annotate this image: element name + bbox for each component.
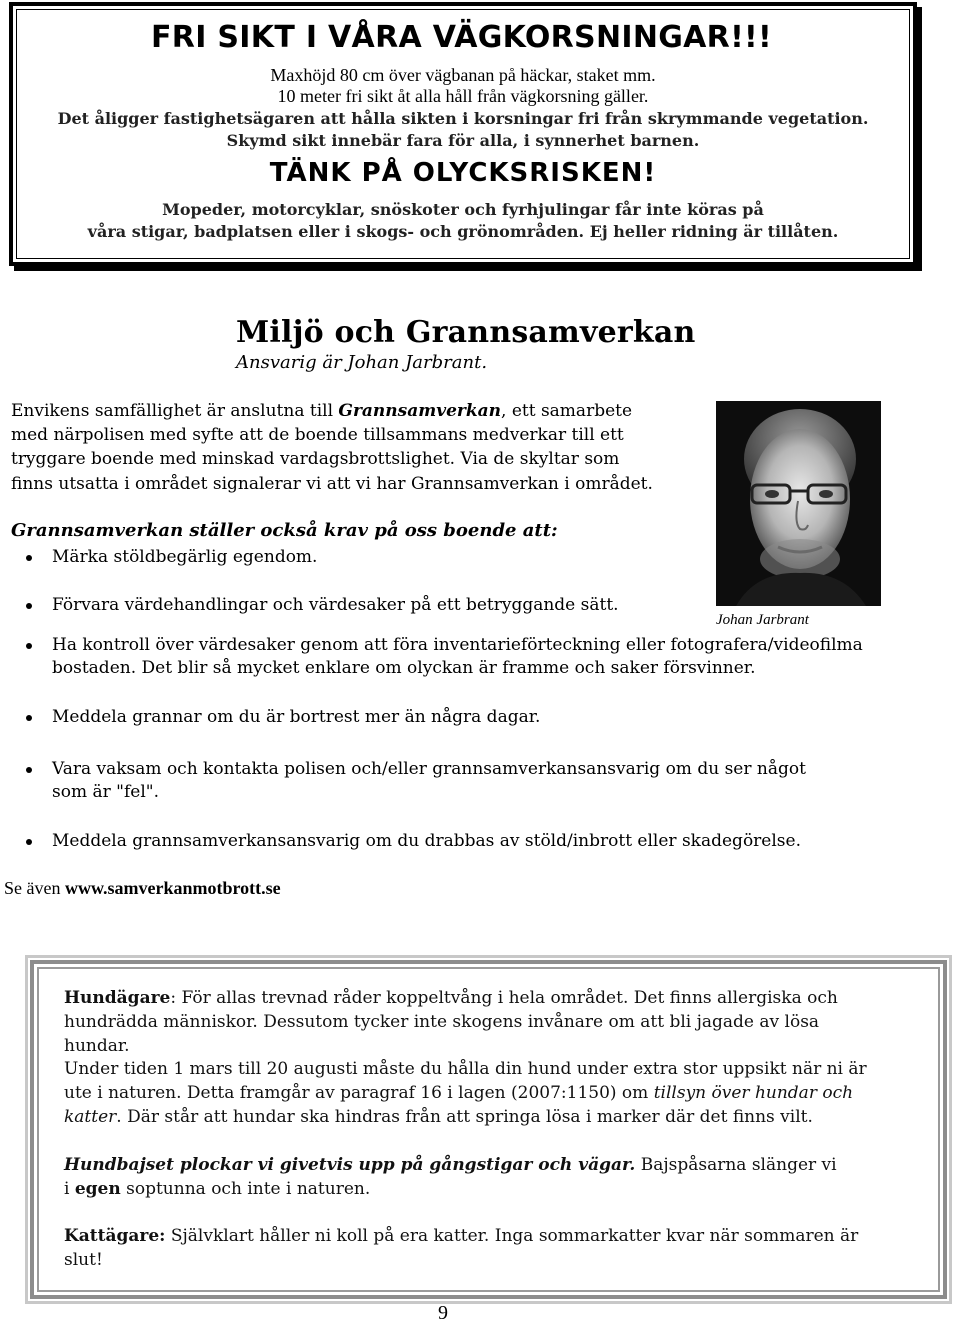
requirements-title: Grannsamverkan ställer också krav på oss boende att: bbox=[11, 520, 558, 541]
cat-line-2: slut! bbox=[64, 1250, 103, 1270]
list-item bbox=[52, 706, 540, 729]
list-item-text: Märka stöldbegärlig egendom. bbox=[52, 547, 318, 567]
intro-line-3: tryggare boende med minskad vardagsbrottslighet. Via de skyltar som bbox=[11, 449, 620, 469]
dog-line-2: hundrädda människor. Dessutom tycker inte skogens invånare om att bli jagade av lösa bbox=[64, 1012, 820, 1032]
section-responsible: Ansvarig är Johan Jarbrant. bbox=[236, 352, 488, 373]
section-title: Miljö och Grannsamverkan bbox=[236, 315, 696, 350]
bullet-icon bbox=[26, 643, 32, 649]
dog-line-4: Under tiden 1 mars till 20 augusti måste du hålla din hund under extra stor uppsikt när ni är bbox=[64, 1059, 867, 1079]
warning-line-4: Skymd sikt innebär fara för alla, i synnerhet barnen. bbox=[226, 131, 700, 150]
warning-line-1: Maxhöjd 80 cm över vägbanan på häckar, staket mm. bbox=[270, 65, 656, 85]
list-item-text: Förvara värdehandlingar och värdesaker på ett betryggande sätt. bbox=[52, 595, 619, 615]
bullet-icon bbox=[26, 839, 32, 845]
portrait-image bbox=[716, 401, 881, 606]
list-item bbox=[52, 546, 317, 569]
dog-owners-label: Hundägare bbox=[64, 988, 171, 1008]
page-number: 9 bbox=[438, 1302, 448, 1324]
list-item-text: Meddela grannar om du är bortrest mer än några dagar. bbox=[52, 707, 541, 727]
poop-line-2 bbox=[64, 1178, 370, 1201]
list-item bbox=[52, 830, 801, 853]
intro-line-1 bbox=[11, 400, 632, 423]
dog-text: . Där står att hundar ska hindras från att springa lösa i marker där det finns vilt. bbox=[116, 1107, 813, 1127]
see-also-link[interactable]: www.samverkanmotbrott.se bbox=[64, 878, 281, 898]
law-title-end: katter bbox=[64, 1107, 117, 1127]
warning-box bbox=[9, 2, 917, 266]
intro-line-2: med närpolisen med syfte att de boende tillsammans medverkar till ett bbox=[11, 425, 624, 445]
poop-text: Bajspåsarna slänger vi bbox=[635, 1155, 837, 1175]
warning-think-heading: TÄNK PÅ OLYCKSRISKEN! bbox=[269, 158, 657, 188]
bullet-icon bbox=[26, 767, 32, 773]
warning-line-6: våra stigar, badplatsen eller i skogs- och grönområden. Ej heller ridning är tillåten. bbox=[87, 222, 839, 241]
warning-title: FRI SIKT I VÅRA VÄGKORSNINGAR!!! bbox=[151, 20, 773, 55]
see-also-label: Se även bbox=[4, 878, 65, 898]
warning-line-3: Det åligger fastighetsägaren att hålla sikten i korsningar fri från skrymmande vegetation. bbox=[57, 109, 869, 128]
bullet-icon bbox=[26, 555, 32, 561]
list-item bbox=[52, 594, 619, 617]
dog-text: ute i naturen. Detta framgår av paragraf 16 i lagen (2007:1150) om bbox=[64, 1083, 654, 1103]
dog-line-5 bbox=[64, 1082, 853, 1105]
list-item-continuation: bostaden. Det blir så mycket enklare om olyckan är framme och saker försvinner. bbox=[52, 658, 756, 678]
poop-line-1 bbox=[64, 1154, 837, 1177]
intro-line-4: finns utsatta i området signalerar vi att vi har Grannsamverkan i området. bbox=[11, 474, 653, 494]
bullet-icon bbox=[26, 715, 32, 721]
portrait-photo bbox=[716, 401, 881, 606]
list-item-continuation: som är "fel". bbox=[52, 782, 159, 802]
poop-text: i bbox=[64, 1179, 75, 1199]
list-item-text: Meddela grannsamverkansansvarig om du drabbas av stöld/inbrott eller skadegörelse. bbox=[52, 831, 801, 851]
poop-text: soptunna och inte i naturen. bbox=[120, 1179, 371, 1199]
bullet-icon bbox=[26, 603, 32, 609]
cat-text: Självklart håller ni koll på era katter. Inga sommarkatter kvar när sommaren är bbox=[165, 1226, 859, 1246]
cat-owners-label: Kattägare: bbox=[64, 1226, 166, 1246]
see-also bbox=[4, 878, 281, 899]
law-title: tillsyn över hundar och bbox=[653, 1083, 854, 1103]
warning-line-2: 10 meter fri sikt åt alla håll från vägkorsning gäller. bbox=[277, 86, 649, 106]
intro-text-pre: Envikens samfällighet är anslutna till bbox=[11, 401, 339, 421]
warning-line-5: Mopeder, motorcyklar, snöskoter och fyrhjulingar får inte köras på bbox=[162, 200, 764, 219]
poop-bold: egen bbox=[74, 1179, 121, 1199]
cat-line-1 bbox=[64, 1225, 858, 1248]
list-item bbox=[52, 758, 806, 781]
dog-line-1 bbox=[64, 987, 838, 1010]
poop-emphasis: Hundbajset plockar vi givetvis upp på gångstigar och vägar. bbox=[64, 1155, 636, 1175]
intro-text-post: , ett samarbete bbox=[501, 401, 633, 421]
photo-caption: Johan Jarbrant bbox=[716, 612, 809, 628]
dog-line-6 bbox=[64, 1106, 813, 1129]
list-item bbox=[52, 634, 863, 657]
dog-line-3: hundar. bbox=[64, 1036, 130, 1056]
list-item-text: Ha kontroll över värdesaker genom att föra inventarieförteckning eller fotografera/videofilma bbox=[52, 635, 863, 655]
intro-emphasis: Grannsamverkan bbox=[338, 401, 502, 421]
dog-text: : För allas trevnad råder koppeltvång i hela området. Det finns allergiska och bbox=[170, 988, 838, 1008]
list-item-text: Vara vaksam och kontakta polisen och/eller grannsamverkansansvarig om du ser något bbox=[52, 759, 806, 779]
